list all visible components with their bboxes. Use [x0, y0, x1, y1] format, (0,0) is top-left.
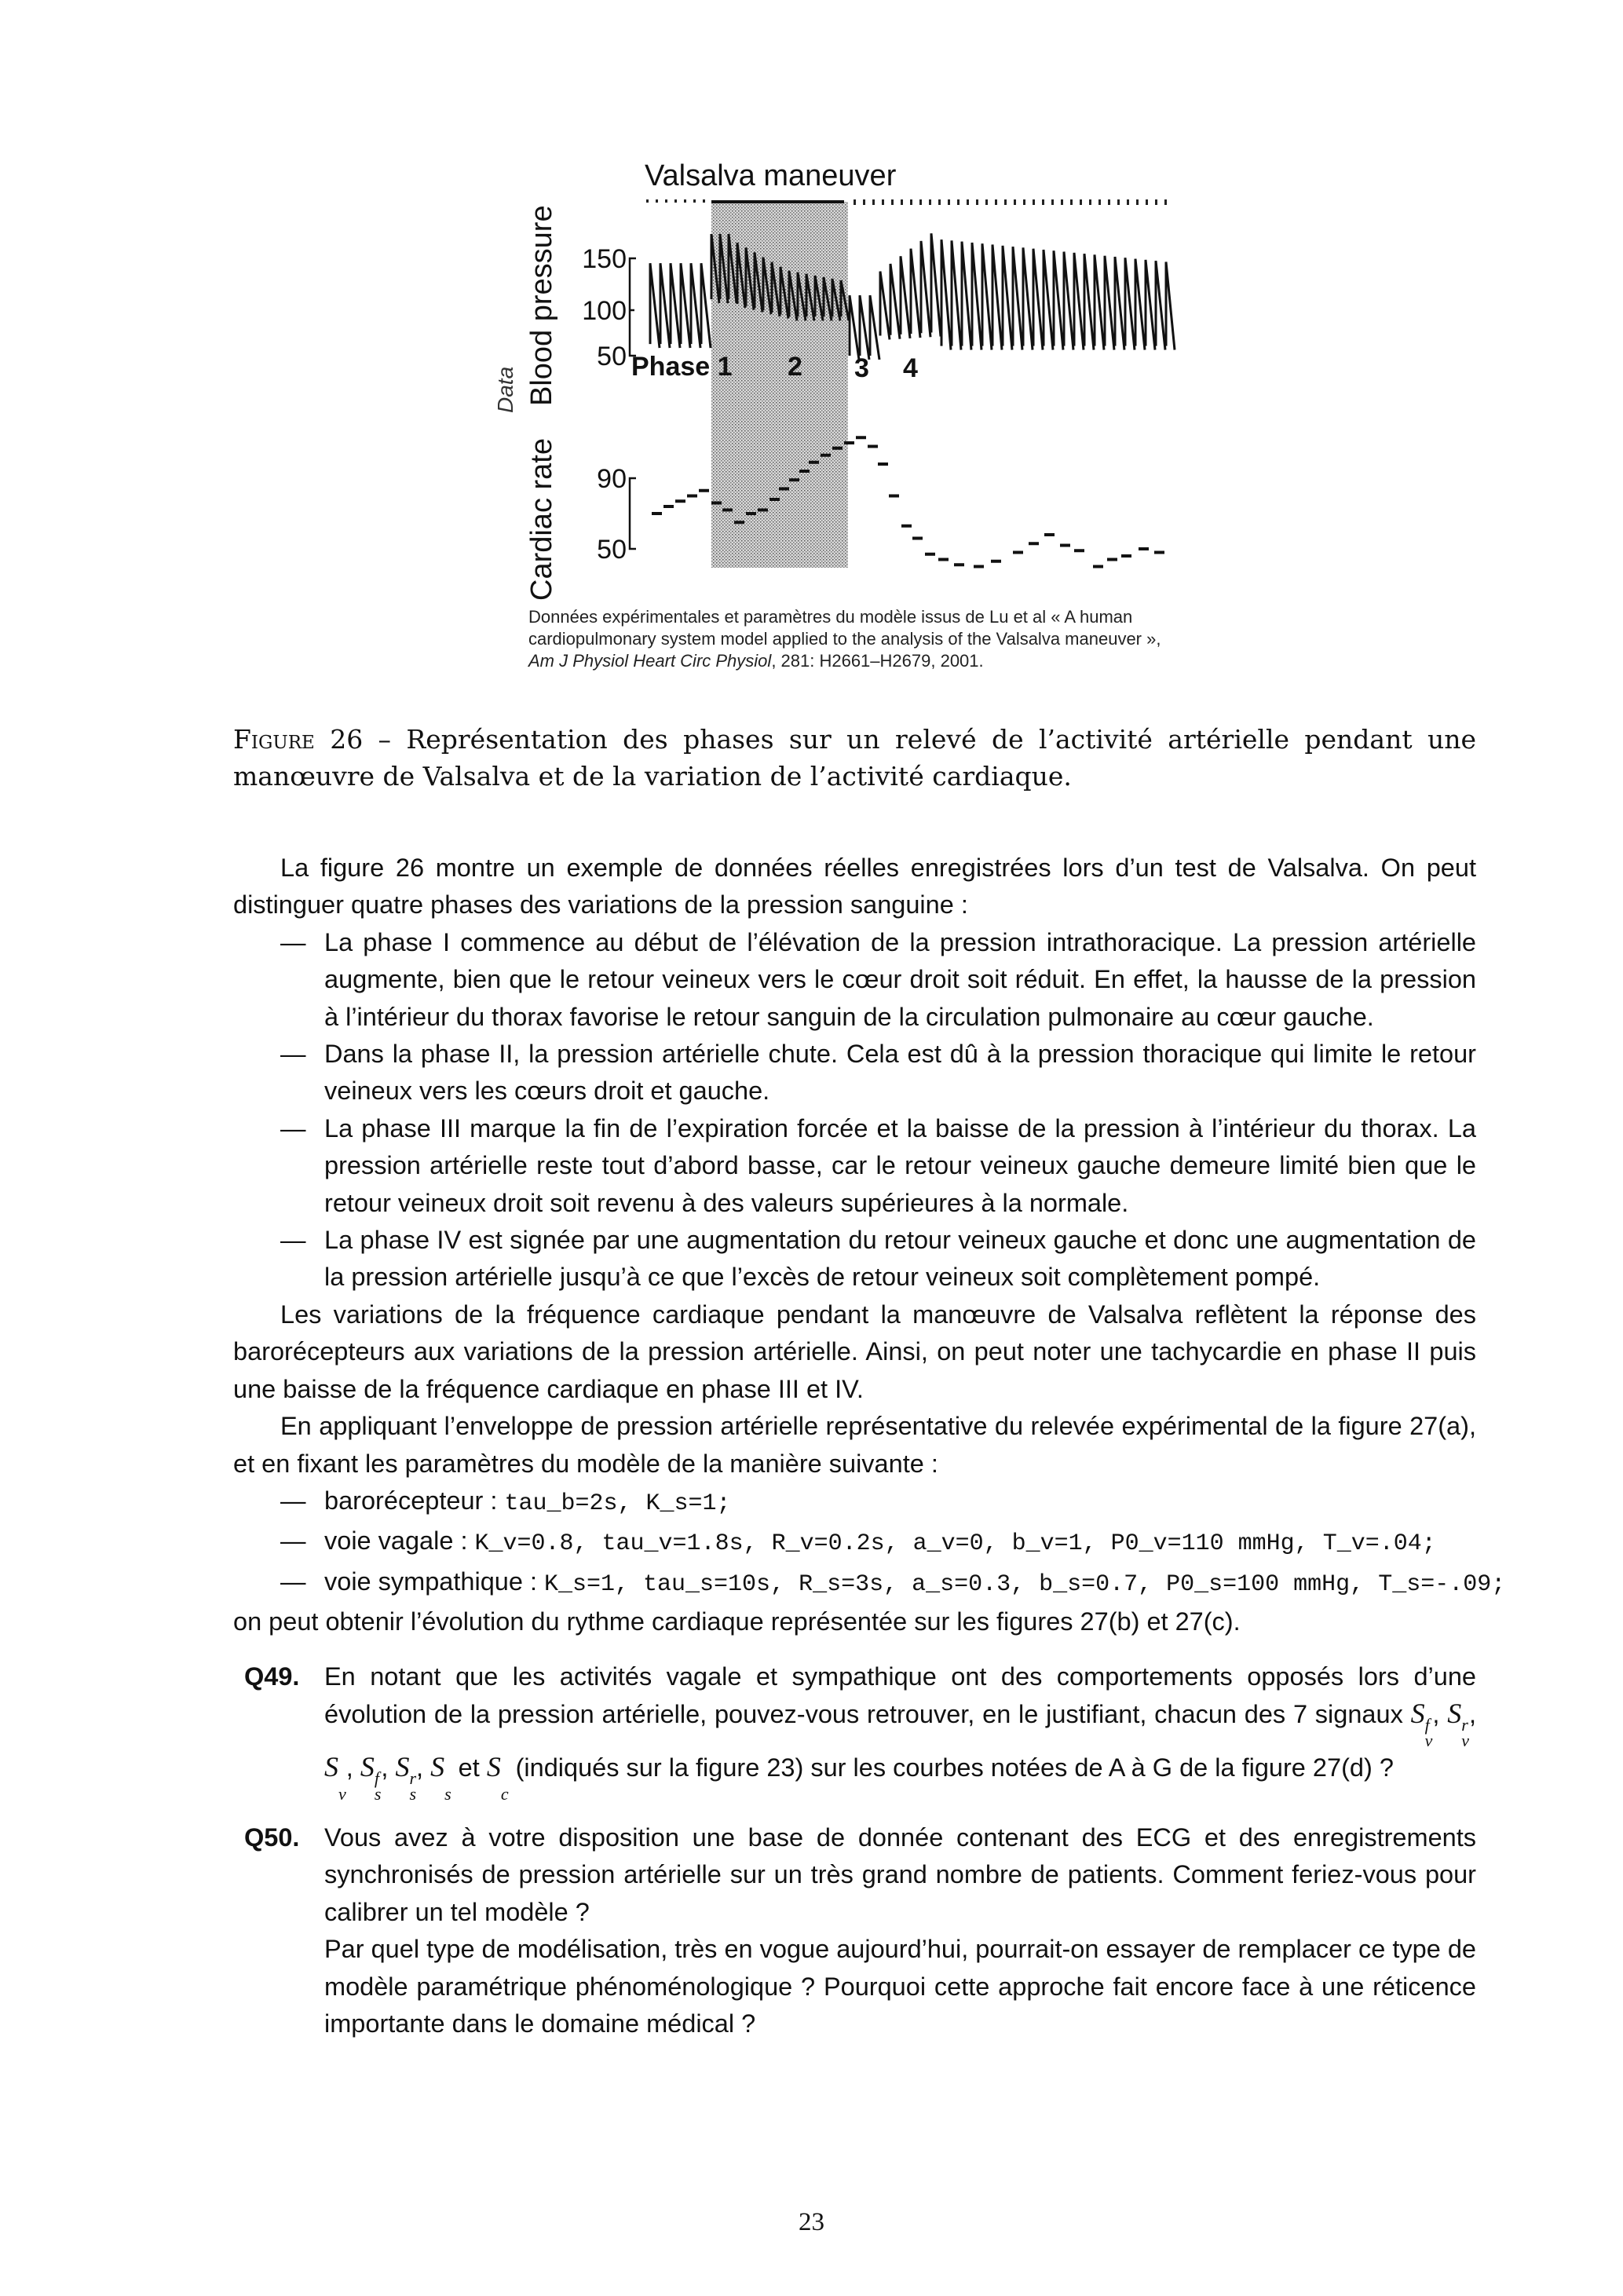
figure-title: Valsalva maneuver	[645, 159, 897, 192]
question-text-end: (indiqués sur la figure 23) sur les courbes notées de A à G de la figure 27(d) ?	[508, 1753, 1394, 1782]
bp-tick-100: 100	[582, 296, 627, 326]
params-intro: En appliquant l’enveloppe de pression artérielle représentative du relevée expérimental de la figure 27(a), et en fixant les paramètres du modèle de la manière suivante :	[233, 1412, 1476, 1478]
timeline-dot	[1089, 199, 1091, 205]
signal-superscript: f	[374, 1768, 379, 1788]
pressure-beat	[870, 295, 879, 360]
question-text: En notant que les activités vagale et sympathique ont des comportements opposés lors d’une évolution de la pression artérielle, pouvez-vous retrouver, en le justifiant, chacun des 7 signaux	[324, 1662, 1476, 1728]
citation-journal: Am J Physiol Heart Circ Physiol	[528, 651, 772, 671]
pressure-beat	[901, 256, 910, 338]
pressure-beat	[691, 263, 700, 348]
timeline-dot	[1080, 199, 1082, 205]
timeline-dot	[1070, 199, 1073, 205]
timeline-dot	[1042, 199, 1044, 205]
signal-subscript: s	[409, 1783, 417, 1804]
phase-label-4: 4	[903, 353, 918, 383]
signal-symbol: S	[1410, 1697, 1425, 1729]
citation-text-end: , 281: H2661–H2679, 2001.	[771, 651, 984, 671]
pressure-beat	[1044, 250, 1053, 350]
signal-indices	[1461, 1714, 1469, 1750]
signal-indices	[338, 1771, 346, 1802]
figure-label: Figure 26	[233, 724, 364, 755]
phase-item	[233, 924, 1476, 1036]
signal-subscript: v	[1461, 1730, 1469, 1750]
param-code: K_s=1, tau_s=10s, R_s=3s, a_s=0.3, b_s=0.7, P0_s=100 mmHg, T_s=-.09;	[544, 1570, 1506, 1598]
timeline-dot	[1108, 199, 1110, 205]
pressure-beat	[701, 263, 711, 348]
figure-citation	[528, 606, 1172, 672]
dash: —	[280, 1040, 306, 1069]
phase-text: La phase III marque la fin de l’expiration forcée et la baisse de la pression à l’intérieur du thorax. La pression artérielle reste tout d’abord basse, car le retour veineux gauche demeure limité bien que le retour veineux droit soit revenu à des valeurs supérieures à la normale.	[324, 1113, 1476, 1217]
figure-caption	[233, 721, 1476, 795]
pressure-beat	[1064, 252, 1073, 350]
phase-label-3: 3	[854, 353, 869, 383]
signal-subscript: s	[444, 1783, 451, 1804]
phase-text: La phase IV est signée par une augmentation du retour veineux gauche et donc une augmentation de la pression artérielle jusqu’à ce que l’excès de retour veineux soit complètement pompé.	[324, 1226, 1476, 1292]
timeline-dot	[995, 199, 997, 205]
separator: ,	[381, 1753, 396, 1782]
signal-symbol: S	[324, 1750, 338, 1782]
dash: —	[280, 1113, 306, 1143]
cr-axis-bracket	[630, 478, 636, 549]
pressure-beat	[650, 263, 660, 348]
cr-tick-50: 50	[597, 535, 627, 565]
timeline-dot	[967, 199, 969, 205]
timeline-dot	[929, 199, 931, 205]
timeline-dot	[1023, 199, 1025, 205]
timeline-dot	[1155, 199, 1157, 205]
pressure-beat	[860, 295, 869, 360]
timeline-dot	[1098, 199, 1101, 205]
pressure-beat	[1146, 260, 1155, 350]
timeline-dot	[863, 199, 865, 205]
signal-symbol: S	[486, 1750, 501, 1782]
signal-superscript: f	[1424, 1714, 1430, 1735]
figure-caption-text: – Représentation des phases sur un relevé de l’activité artérielle pendant une manœuvre de Valsalva et de la variation de l’activité cardiaque.	[233, 724, 1476, 792]
question-49	[233, 1658, 1476, 1802]
signal-indices	[444, 1771, 451, 1802]
phase-item	[233, 1222, 1476, 1296]
bp-axis-bracket	[630, 258, 636, 356]
timeline-dot	[684, 199, 686, 203]
pressure-beat	[921, 241, 930, 337]
param-code: tau_b=2s, K_s=1;	[504, 1490, 731, 1517]
timeline-dot	[985, 199, 988, 205]
timeline-dot	[882, 199, 884, 205]
dash: —	[280, 1486, 306, 1515]
bp-tick-50: 50	[597, 342, 627, 371]
timeline-dot	[1004, 199, 1007, 205]
pressure-beat	[1033, 249, 1043, 350]
separator: ,	[416, 1753, 431, 1782]
intro-paragraph: La figure 26 montre un exemple de données réelles enregistrées lors d’un test de Valsalva. On peut distinguer quatre phases des variations de la pression sanguine :	[233, 854, 1476, 919]
pressure-beat	[1084, 254, 1094, 349]
pressure-beat	[1166, 261, 1175, 349]
pressure-beat	[1003, 246, 1012, 350]
params-outro: on peut obtenir l’évolution du rythme cardiaque représentée sur les figures 27(b) et 27(c).	[233, 1607, 1241, 1636]
pressure-beat	[1135, 259, 1145, 350]
pressure-beat	[1115, 257, 1124, 350]
timeline-dot	[1117, 199, 1120, 205]
timeline-dot	[938, 199, 941, 205]
signal-subscript: s	[374, 1783, 382, 1804]
signal-symbol: S	[395, 1750, 410, 1782]
timeline-dot	[919, 199, 922, 205]
timeline-dot	[901, 199, 903, 205]
question-50	[233, 1819, 1476, 2042]
signal-subscript: v	[1424, 1730, 1433, 1750]
body-text	[233, 850, 1506, 2042]
pressure-beat	[850, 295, 859, 360]
pressure-beat	[880, 272, 890, 340]
bp-tick-150: 150	[582, 244, 627, 274]
separator: et	[451, 1753, 487, 1782]
param-label: voie sympathique :	[324, 1567, 545, 1596]
side-label-data: Data	[493, 366, 517, 413]
question-text-2: Par quel type de modélisation, très en vogue aujourd’hui, pourrait-on essayer de remplacer ce type de modèle paramétrique phénoménologique ? Pourquoi cette approche fait encore face à une réticence importante dans le domaine médical ?	[324, 1935, 1476, 2038]
pressure-beat	[1125, 258, 1135, 349]
dash: —	[280, 1567, 306, 1596]
question-label: Q49.	[244, 1662, 300, 1691]
signal-indices	[501, 1771, 509, 1802]
timeline-dot	[703, 199, 705, 203]
param-label: barorécepteur :	[324, 1486, 505, 1515]
timeline-dot	[854, 199, 856, 205]
phase-item	[233, 1110, 1476, 1222]
signal-superscript: r	[409, 1768, 417, 1788]
signal-subscript: v	[338, 1783, 346, 1804]
timeline-dot	[910, 199, 912, 205]
side-label-blood-pressure: Blood pressure	[525, 205, 558, 406]
timeline-dot	[674, 199, 677, 203]
timeline-dot	[1164, 199, 1167, 205]
timeline-dot	[891, 199, 894, 205]
valsalva-figure	[471, 149, 1193, 683]
dash: —	[280, 927, 306, 956]
timeline-dot	[656, 199, 658, 203]
param-item-vagale	[233, 1523, 1476, 1563]
heart-rate-paragraph: Les variations de la fréquence cardiaque pendant la manœuvre de Valsalva reflètent la réponse des barorécepteurs aux variations de la pression artérielle. Ainsi, on peut noter une tachycardie en phase II puis une baisse de la fréquence cardiaque en phase III et IV.	[233, 1300, 1476, 1403]
pressure-beat	[1074, 253, 1084, 350]
cr-tick-90: 90	[597, 464, 627, 494]
timeline-dot	[976, 199, 978, 205]
signal-subscript: c	[500, 1783, 509, 1804]
timeline-dot	[1051, 199, 1054, 205]
timeline-dot	[646, 199, 649, 203]
separator: ,	[1468, 1699, 1477, 1728]
timeline-dot	[693, 199, 696, 203]
signal-indices	[409, 1768, 417, 1804]
pressure-beat	[890, 264, 900, 339]
separator: ,	[345, 1753, 360, 1782]
signal-symbol: S	[360, 1750, 375, 1782]
separator: ,	[1432, 1699, 1448, 1728]
timeline-dot	[1014, 199, 1016, 205]
pressure-beat	[931, 233, 941, 336]
param-item-barorecepteur	[233, 1483, 1476, 1523]
phase-item	[233, 1036, 1476, 1110]
timeline-dot	[948, 199, 950, 205]
signal-symbol: S	[430, 1750, 445, 1782]
pressure-beat	[941, 239, 951, 349]
param-code: K_v=0.8, tau_v=1.8s, R_v=0.2s, a_v=0, b_v=1, P0_v=110 mmHg, T_v=.04;	[474, 1530, 1436, 1558]
phase-text: La phase I commence au début de l’élévation de la pression intrathoracique. La pression artérielle augmente, bien que le retour veineux vers le cœur droit soit réduit. En effet, la hausse de la pression à l’intérieur du thorax favorise le retour sanguin de la circulation pulmonaire au cœur gauche.	[324, 927, 1476, 1031]
dash: —	[280, 1526, 306, 1556]
phase-label-1: Phase 1	[631, 352, 733, 382]
pressure-beat	[982, 243, 992, 349]
param-item-sympathique	[233, 1563, 1506, 1603]
timeline-dot	[1127, 199, 1129, 205]
question-label: Q50.	[244, 1823, 300, 1852]
pressure-beat	[992, 245, 1002, 350]
timeline-dot	[665, 199, 667, 203]
pressure-beat	[681, 263, 690, 348]
pressure-beat	[660, 263, 670, 348]
phase-label-2: 2	[788, 352, 802, 382]
pressure-beat	[1054, 250, 1063, 349]
citation-text: Données expérimentales et paramètres du modèle issus de Lu et al « A human cardiopulmonary system model applied to the analysis of the Valsalva maneuver »,	[528, 607, 1161, 649]
pressure-beat	[952, 240, 961, 349]
timeline-dot	[1061, 199, 1063, 205]
signal-symbol: S	[1447, 1697, 1462, 1729]
timeline-dot	[872, 199, 875, 205]
phase-text: Dans la phase II, la pression artérielle chute. Cela est dû à la pression thoracique qui limite le retour veineux vers les cœurs droit et gauche.	[324, 1040, 1476, 1106]
pressure-beat	[1156, 261, 1165, 349]
question-text: Vous avez à votre disposition une base de donnée contenant des ECG et des enregistrements synchronisés de pression artérielle sur un très grand nombre de patients. Comment feriez-vous pour calibrer un tel modèle ?	[324, 1823, 1476, 1926]
pressure-beat	[1013, 247, 1022, 349]
pressure-beat	[911, 249, 920, 338]
timeline-dot	[957, 199, 960, 205]
dash: —	[280, 1226, 306, 1255]
timeline-dot	[1033, 199, 1035, 205]
page-number: 23	[799, 2208, 824, 2236]
side-label-cardiac-rate: Cardiac rate	[525, 438, 558, 601]
pressure-beat	[1105, 256, 1114, 350]
param-label: voie vagale :	[324, 1526, 475, 1556]
signal-superscript: r	[1461, 1714, 1468, 1735]
timeline-dot	[1136, 199, 1139, 205]
pressure-beat	[1023, 247, 1033, 349]
pressure-beat	[962, 242, 971, 350]
pressure-beat	[1095, 254, 1104, 349]
timeline-dot	[1146, 199, 1148, 205]
signal-indices	[1424, 1714, 1433, 1750]
pressure-beat	[671, 263, 680, 348]
pressure-beat	[972, 243, 981, 350]
